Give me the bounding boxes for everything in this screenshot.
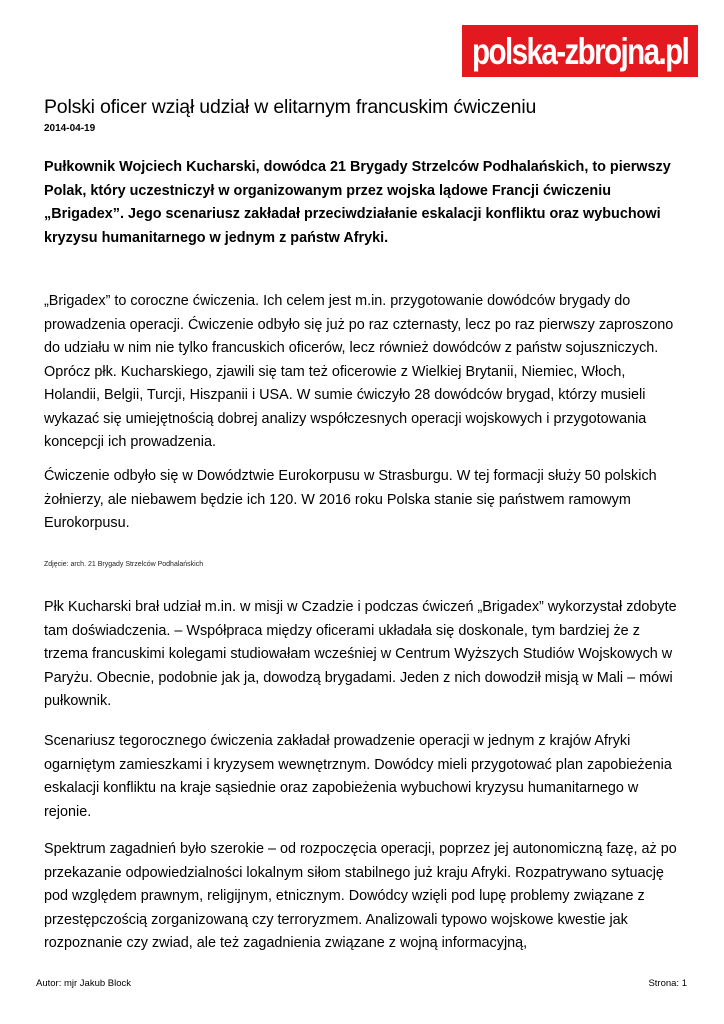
article-lead: Pułkownik Wojciech Kucharski, dowódca 21 Brygady Strzelców Podhalańskich, to pierwszy Polak, który uczestniczył w organizowanym przez wojska lądowe Francji ćwiczeniu „Brigadex”. Jego scenariusz zakładał przeciwdziałanie eskalacji konfliktu oraz wybuchowi kryzysu humanitarnego w jednym z państw Afryki. xyxy=(44,159,671,246)
footer-page-number: Strona: 1 xyxy=(648,978,687,989)
article-paragraph-2: Ćwiczenie odbyło się w Dowództwie Eurokorpusu w Strasburgu. W tej formacji służy 50 polskich żołnierzy, ale niebawem będzie ich 120. W 2016 roku Polska stanie się państwem ramowym Eurokorpusu. xyxy=(44,468,657,531)
footer-author: Autor: mjr Jakub Block xyxy=(36,978,132,989)
article-paragraph-3: Płk Kucharski brał udział m.in. w misji w Czadzie i podczas ćwiczeń „Brigadex” wykorzystał zdobyte tam doświadczenia. – Współpraca między oficerami układała się doskonale, tym bardziej że z trzema francuskimi kolegami studiowałam wcześniej w Centrum Wyższych Studiów Wojskowych w Paryżu. Obecnie, podobnie jak ja, dowodzą brygadami. Jeden z nich dowodził misją w Mali – mówi pułkownik. xyxy=(44,599,677,709)
article-paragraph-1: „Brigadex” to coroczne ćwiczenia. Ich celem jest m.in. przygotowanie dowódców brygady do prowadzenia operacji. Ćwiczenie odbyło się już po raz czternasty, lecz po raz pierwszy zaproszono do udziału w nim nie tylko francuskich oficerów, lecz również dowódców z państw sojuszniczych. Oprócz płk. Kucharskiego, zjawili się tam też oficerowie z Wielkiej Brytanii, Niemiec, Włoch, Holandii, Belgii, Turcji, Hiszpanii i USA. W sumie ćwiczyło 28 dowódców brygad, którzy musieli wykazać się umiejętnością dobrej analizy współczesnych operacji wojskowych i przygotowania koncepcji ich prowadzenia. xyxy=(44,293,674,450)
photo-caption: Zdjęcie: arch. 21 Brygady Strzelców Podhalańskich xyxy=(44,561,204,568)
article-title: Polski oficer wziął udział w elitarnym francuskim ćwiczeniu xyxy=(44,96,537,118)
article-paragraph-4: Scenariusz tegorocznego ćwiczenia zakładał prowadzenie operacji w jednym z krajów Afryki ogarniętym zamieszkami i kryzysem wewnętrznym. Dowódcy mieli przygotować plan zapobieżenia eskalacji konfliktu na kraje sąsiednie oraz zapobieżenia wybuchowi kryzysu humanitarnego w rejonie. xyxy=(44,733,672,820)
article-paragraph-5: Spektrum zagadnień było szerokie – od rozpoczęcia operacji, poprzez jej autonomiczną fazę, aż po przekazanie odpowiedzialności lokalnym siłom stabilnego już kraju Afryki. Rozpatrywano sytuację pod względem prawnym, religijnym, etnicznym. Dowódcy wzięli pod lupę problemy związane z przestępczością zorganizowaną czy terroryzmem. Analizowali typowo wojskowe kwestie jak rozpoznanie czy zwiad, ale też zagadnienia związane z wojną informacyjną, xyxy=(44,841,677,951)
site-logo-text: polska-zbrojna.pl xyxy=(471,30,689,72)
site-logo[interactable] xyxy=(462,25,698,77)
article-date: 2014-04-19 xyxy=(44,123,96,134)
